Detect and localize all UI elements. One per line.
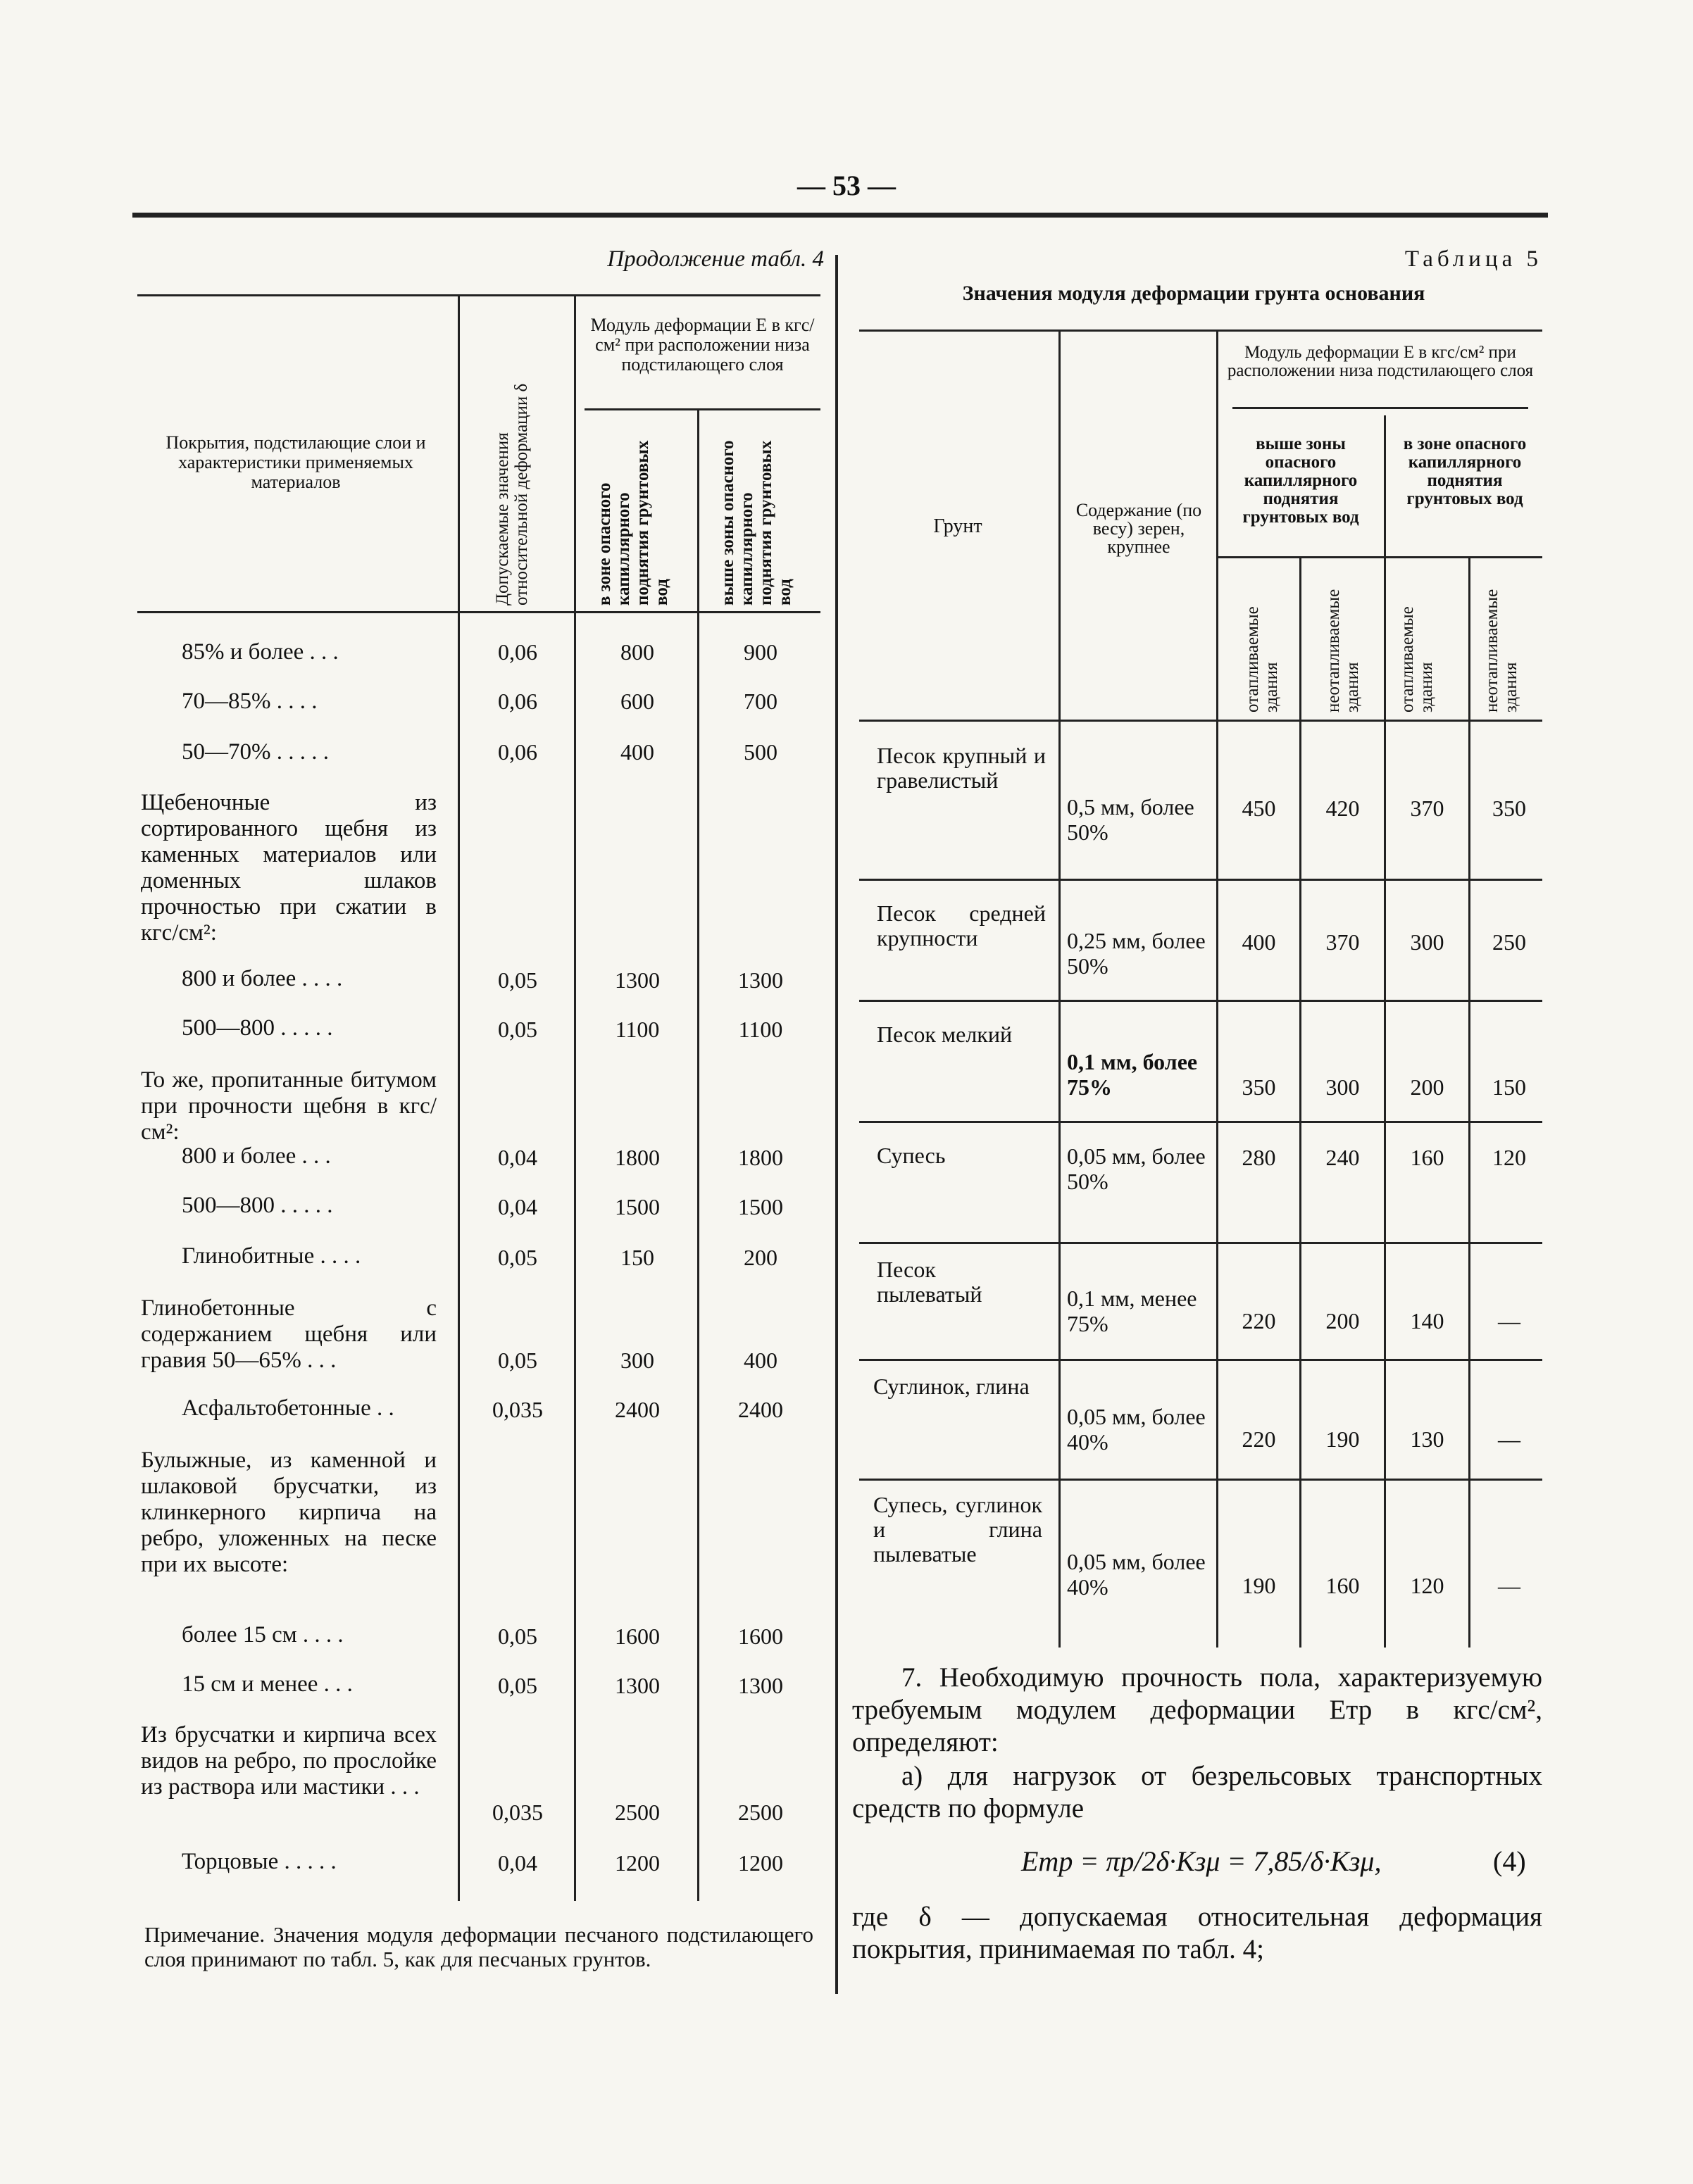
left-row-above: 1800 [738,1145,783,1170]
left-row-label: более 15 см . . . . [182,1622,344,1648]
left-row-above: 1500 [738,1194,783,1219]
right-row-content: 0,5 мм, более 50% [1067,794,1194,845]
left-row-delta: 0,05 [498,1673,537,1698]
right-table-top-rule [859,330,1542,332]
right-row-value: 350 [1492,796,1526,821]
left-row-above: 1100 [738,1017,783,1042]
left-row-zone: 300 [620,1348,654,1373]
page-number: — 53 — [797,170,896,201]
paragraph-7: 7. Необходимую прочность пола, характеризуемую требуемым модулем деформации Eтр в кгс/см², определяют: [852,1662,1542,1757]
left-row-label: Щебеночные из сортированного щебня из каменных материалов или доменных шлаков прочностью при сжатии в кгс/см²: [141,790,437,946]
right-table-sub-rule-1 [1232,407,1528,409]
left-row-above: 1300 [738,967,783,993]
left-row-delta: 0,04 [498,1850,537,1876]
left-table-sub-rule [585,408,820,410]
left-table-header-rule [137,611,820,613]
right-row-value: 220 [1242,1308,1276,1333]
left-table-note: Примечание. Значения модуля деформации песчаного подстилающего слоя принимают по табл. 5, как для песчаных грунтов. [144,1922,813,1971]
column-separator [835,255,838,1994]
right-row-value: 130 [1410,1426,1444,1452]
right-row-soil: Супесь, суглинок и глина пылеватые [873,1492,1042,1567]
left-row-label: 500—800 . . . . . [182,1193,333,1218]
left-row-delta: 0,035 [492,1397,543,1422]
left-row-delta: 0,05 [498,1348,537,1373]
left-row-above: 900 [744,639,777,665]
left-row-above: 700 [744,689,777,714]
right-table-sub-rule-2 [1218,556,1542,558]
left-header-materials: Покрытия, подстилающие слои и характеристики применяемых материалов [165,432,426,492]
right-row-value: 350 [1242,1074,1276,1100]
right-row-value: 300 [1410,929,1444,955]
right-row-rule [859,1121,1542,1123]
right-row-value: 400 [1242,929,1276,955]
right-table-vline-1 [1058,331,1061,1648]
left-row-delta: 0,06 [498,739,537,765]
left-row-delta: 0,05 [498,1017,537,1042]
right-header-unheated: неотапливаемые здания [1482,589,1520,713]
left-row-above: 2500 [738,1800,783,1825]
left-table-top-rule [137,294,820,296]
right-row-value: 140 [1410,1308,1444,1333]
right-row-content: 0,05 мм, более 40% [1067,1549,1206,1600]
right-row-value: — [1498,1573,1520,1598]
right-row-content: 0,1 мм, более 75% [1067,1049,1198,1100]
left-row-zone: 1800 [615,1145,660,1170]
right-row-soil: Суглинок, глина [873,1374,1030,1399]
right-row-value: 120 [1410,1573,1444,1598]
left-row-above: 1600 [738,1624,783,1649]
left-row-zone: 2500 [615,1800,660,1825]
left-row-label: Из брусчатки и кирпича всех видов на ребро, по прослойке из раствора или мастики . . . [141,1722,437,1800]
right-row-value: 240 [1325,1145,1360,1170]
right-row-value: 150 [1492,1074,1526,1100]
formula-number: (4) [1493,1845,1526,1877]
left-row-label: 800 и более . . . [182,1143,331,1169]
right-header-content: Содержание (по весу) зерен, крупнее [1075,500,1202,557]
left-header-deformation: Допускаемые значения относительной деформации δ [493,383,531,605]
left-row-above: 2400 [738,1397,783,1422]
right-row-value: 250 [1492,929,1526,955]
right-row-value: 370 [1410,796,1444,821]
left-header-modulus: Модуль деформации E в кгс/см² при расположении низа подстилающего слоя [590,315,815,375]
right-row-rule [859,1242,1542,1244]
left-table-vline-2 [574,296,576,1901]
right-row-soil: Песок крупный и гравелистый [877,743,1046,793]
left-row-label: То же, пропитанные битумом при прочности щебня в кгс/см²: [141,1067,437,1145]
left-row-label: Асфальтобетонные . . [182,1395,394,1421]
left-row-label: 800 и более . . . . [182,966,343,991]
left-table-vline-1 [458,296,460,1901]
left-row-label: Глинобитные . . . . [182,1243,361,1269]
left-row-delta: 0,05 [498,967,537,993]
left-row-label: Булыжные, из каменной и шлаковой брусчатки, из клинкерного кирпича на ребро, уложенных на песке при их высоте: [141,1448,437,1577]
left-row-delta: 0,035 [492,1800,543,1825]
left-row-delta: 0,04 [498,1194,537,1219]
left-row-zone: 1300 [615,967,660,993]
left-row-label: 85% и более . . . [182,639,339,665]
left-row-above: 1300 [738,1673,783,1698]
left-row-zone: 1500 [615,1194,660,1219]
left-row-delta: 0,04 [498,1145,537,1170]
left-header-above: выше зоны опасного капиллярного поднятия грунтовых вод [718,440,794,605]
right-header-heated: отапливаемые здания [1243,606,1281,713]
left-row-label: 70—85% . . . . [182,689,318,714]
right-row-soil: Песок пылеватый [877,1257,982,1307]
left-row-zone: 800 [620,639,654,665]
left-row-zone: 2400 [615,1397,660,1422]
left-row-zone: 1100 [615,1017,660,1042]
left-table-vline-3 [697,408,699,1901]
left-row-zone: 600 [620,689,654,714]
left-row-zone: 1200 [615,1850,660,1876]
right-row-value: 190 [1242,1573,1276,1598]
right-row-content: 0,05 мм, более 50% [1067,1143,1206,1194]
left-header-zone: в зоне опасного капиллярного поднятия грунтовых вод [595,440,671,605]
left-row-zone: 1300 [615,1673,660,1698]
right-row-value: 160 [1325,1573,1360,1598]
left-row-label: 15 см и менее . . . [182,1671,353,1697]
paragraph-a: а) для нагрузок от безрельсовых транспортных средств по формуле [852,1761,1542,1824]
right-row-rule [859,1479,1542,1481]
right-row-value: 370 [1325,929,1360,955]
right-row-value: 220 [1242,1426,1276,1452]
left-row-label: 50—70% . . . . . [182,739,329,765]
right-row-rule [859,1000,1542,1002]
left-row-label: Глинобетонные с содержанием щебня или гравия 50—65% . . . [141,1295,437,1373]
right-row-value: 190 [1325,1426,1360,1452]
right-row-value: 300 [1325,1074,1360,1100]
right-row-soil: Супесь [877,1143,946,1168]
left-row-delta: 0,05 [498,1245,537,1270]
right-header-zone: в зоне опасного капиллярного поднятия грунтовых вод [1403,434,1527,508]
left-row-label: Торцовые . . . . . [182,1849,337,1874]
right-row-value: 450 [1242,796,1276,821]
left-row-above: 400 [744,1348,777,1373]
right-table-vline-4 [1384,415,1386,1648]
right-header-above: выше зоны опасного капиллярного поднятия грунтовых вод [1242,434,1359,527]
right-row-content: 0,1 мм, менее 75% [1067,1286,1197,1336]
left-row-zone: 1600 [615,1624,660,1649]
right-row-value: 160 [1410,1145,1444,1170]
left-row-above: 200 [744,1245,777,1270]
right-table-header-rule [859,720,1542,722]
left-row-above: 1200 [738,1850,783,1876]
left-row-delta: 0,06 [498,689,537,714]
left-row-above: 500 [744,739,777,765]
formula-4: Eтр = πp/2δ·Kзμ = 7,85/δ·Kзμ, [1021,1845,1382,1877]
right-row-value: — [1498,1308,1520,1333]
right-row-rule [859,879,1542,881]
header-rule [132,213,1548,218]
left-row-label: 500—800 . . . . . [182,1015,333,1041]
right-row-value: — [1498,1426,1520,1452]
right-row-value: 120 [1492,1145,1526,1170]
right-header-modulus: Модуль деформации E в кгс/см² при расположении низа подстилающего слоя [1227,343,1534,380]
right-header-unheated: неотапливаемые здания [1324,589,1362,713]
left-table-caption: Продолжение табл. 4 [607,246,824,272]
left-row-delta: 0,06 [498,639,537,665]
left-row-delta: 0,05 [498,1624,537,1649]
right-table-caption: Таблица 5 [1404,246,1542,272]
right-row-value: 200 [1410,1074,1444,1100]
right-row-value: 420 [1325,796,1360,821]
right-row-content: 0,25 мм, более 50% [1067,928,1206,979]
right-row-soil: Песок средней крупности [877,900,1046,950]
right-row-value: 200 [1325,1308,1360,1333]
right-header-heated: отапливаемые здания [1398,606,1436,713]
right-row-soil: Песок мелкий [877,1022,1013,1047]
left-row-zone: 150 [620,1245,654,1270]
left-row-zone: 400 [620,739,654,765]
right-table-title: Значения модуля деформации грунта основания [962,282,1425,305]
right-row-value: 280 [1242,1145,1276,1170]
right-row-rule [859,1359,1542,1361]
right-header-soil: Грунт [933,515,982,537]
right-row-content: 0,05 мм, более 40% [1067,1404,1206,1455]
where-definition: где δ — допускаемая относительная деформация покрытия, принимаемая по табл. 4; [852,1902,1542,1964]
